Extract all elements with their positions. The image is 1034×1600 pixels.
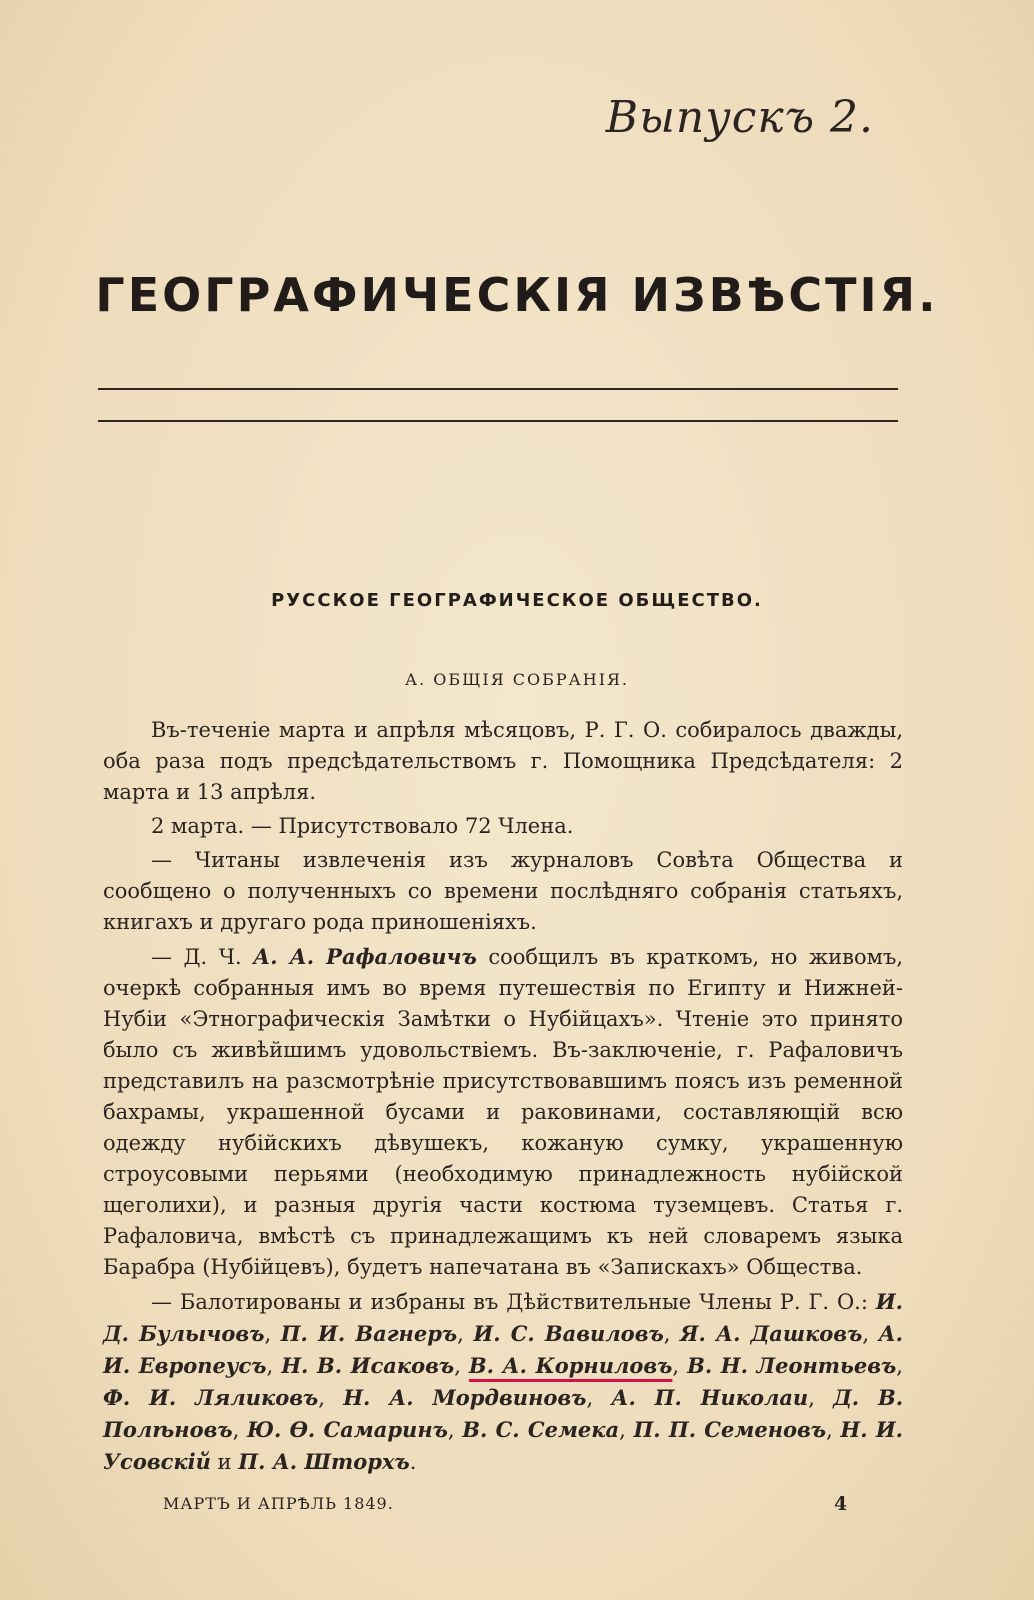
paragraph-readings: — Читаны извлеченія изъ журналовъ Совѣта Общества и сообщено о полученныхъ со времени послѣдняго собранія статьяхъ, книгахъ и другаго рода приношеніяхъ. [103,848,903,934]
page-number: 4 [834,1493,848,1515]
paragraph-rafalovich [103,941,903,1283]
journal-title: ГЕОГРАФИЧЕСКІЯ ИЗВѢСТІЯ. [95,268,939,322]
person-name-rafalovich: А. А. Рафаловичъ [253,944,477,969]
member-name: Д. В. Полѣновъ [103,1385,904,1442]
member-name: Я. А. Дашковъ [679,1321,863,1346]
member-name: Н. А. Мордвиновъ [343,1385,587,1410]
section-heading: А. ОБЩІЯ СОБРАНІЯ. [404,670,630,689]
member-name-underlined: В. А. Корниловъ [468,1353,673,1378]
society-heading: РУССКОЕ ГЕОГРАФИЧЕСКОЕ ОБЩЕСТВО. [271,590,763,611]
article-body [103,715,903,1481]
member-name: П. И. Вагнеръ [280,1321,458,1346]
member-name: А. П. Николаи [611,1385,809,1410]
paragraph-rafalovich-rest: сообщилъ въ краткомъ, но живомъ, очеркѣ собранныя имъ во время путешествія по Египту и Нижней-Нубіи «Этнографическія Замѣтки о Нубійцахъ». Чтеніе это принято было съ живѣйшимъ удовольствіемъ. Въ-заключеніе, г. Рафаловичъ представилъ на разсмотрѣніе присутствовавшимъ поясъ изъ ременной бахрамы, украшенной бусами и раковинами, составляющій всю одежду нубійскихъ дѣвушекъ, кожаную сумку, украшенную строусовыми перьями (необходимую принадлежность нубійской щеголихи), и разныя другія части костюма туземцевъ. Статья г. Рафаловича, вмѣстѣ съ принадлежащимъ къ ней словаремъ языка Барабра (Нубійцевъ), будетъ напечатана въ «Запискахъ» Общества. [103,945,903,1279]
paragraph-members: — Балотированы и избраны въ Дѣйствительные Члены Р. Г. О.: И. Д. Булычовъ, П. И. Вагнеръ, И. С. Вавиловъ, Я. А. Дашковъ, А. И. Европеусъ, Н. В. Исаковъ, В. А. Корниловъ, В. Н. Леонтьевъ, Ф. И. Ляликовъ, Н. А. Мордвиновъ, А. П. Николаи, Д. В. Полѣновъ, Ю. Ѳ. Самаринъ, В. С. Семека, П. П. Семеновъ, Н. И. Усовскій и П. А. Шторхъ. [103,1289,904,1474]
paragraph-date: 2 марта. — Присутствовало 72 Члена. [151,814,574,838]
title-rule-top [98,388,898,390]
member-name: И. С. Вавиловъ [473,1321,664,1346]
member-name: Н. В. Исаковъ [281,1353,455,1378]
issue-label: Выпускъ 2. [605,92,874,143]
member-name: П. А. Шторхъ [238,1449,410,1474]
footer-date: МАРТЪ И АПРѢЛЬ 1849. [163,1494,394,1513]
member-name: Ю. Ѳ. Самаринъ [246,1417,448,1442]
paragraph-rafalovich-start: — Д. Ч. [151,945,254,969]
member-name: В. Н. Леонтьевъ [687,1353,897,1378]
member-name: Н. И. Усовскій [103,1417,903,1474]
paragraph-intro: Въ-теченіе марта и апрѣля мѣсяцовъ, Р. Г. О. собиралось дважды, оба раза подъ предсѣдательствомъ г. Помощника Предсѣдателя: 2 марта и 13 апрѣля. [103,718,903,804]
member-name: Ф. И. Ляликовъ [103,1385,319,1410]
member-name: П. П. Семеновъ [633,1417,827,1442]
paragraph-members-start: — Балотированы и избраны въ Дѣйствительные Члены Р. Г. О.: [151,1290,876,1314]
member-name: В. С. Семека [462,1417,620,1442]
member-name: И. Д. Булычовъ [103,1289,903,1346]
title-rule-bottom [98,420,898,422]
member-name: А. И. Европеусъ [103,1321,903,1378]
